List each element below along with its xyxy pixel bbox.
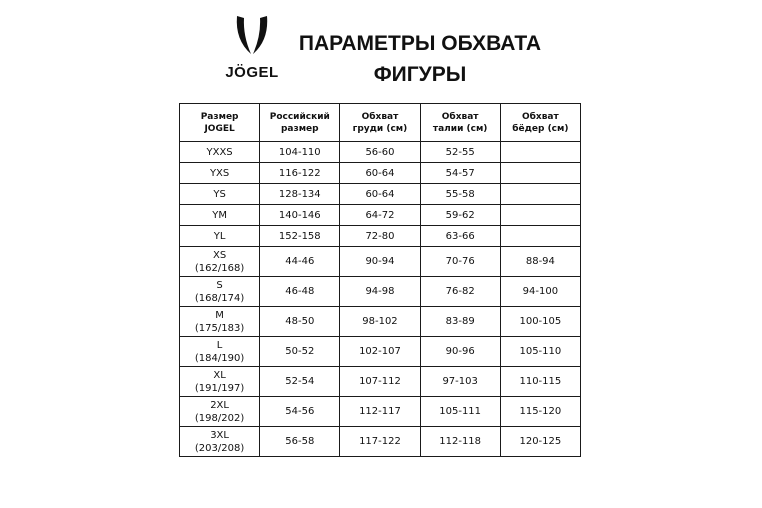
cell-russian-size: 56-58 (260, 427, 340, 457)
cell-waist: 105-111 (420, 397, 500, 427)
cell-hips: 105-110 (500, 337, 580, 367)
cell-hips: 94-100 (500, 277, 580, 307)
cell-chest: 90-94 (340, 247, 420, 277)
table-row (180, 277, 581, 307)
table-row (180, 205, 581, 226)
title-line-2: ФИГУРЫ (373, 63, 467, 86)
cell-hips: 110-115 (500, 367, 580, 397)
header-hips: Обхват бёдер (см) (500, 104, 580, 142)
header-waist: Обхват талии (см) (420, 104, 500, 142)
cell-waist: 70-76 (420, 247, 500, 277)
table-header-row (180, 104, 581, 142)
cell-hips: 88-94 (500, 247, 580, 277)
table-row (180, 247, 581, 277)
cell-russian-size: 152-158 (260, 226, 340, 247)
cell-size: S (168/174) (180, 277, 260, 307)
page-title (270, 28, 570, 90)
cell-waist: 76-82 (420, 277, 500, 307)
cell-russian-size: 48-50 (260, 307, 340, 337)
logo-text: JÖGEL (225, 64, 279, 81)
table-row (180, 427, 581, 457)
title-line-1: ПАРАМЕТРЫ ОБХВАТА (298, 32, 542, 55)
cell-russian-size: 140-146 (260, 205, 340, 226)
cell-hips (500, 184, 580, 205)
cell-russian-size: 128-134 (260, 184, 340, 205)
cell-chest: 98-102 (340, 307, 420, 337)
header-russian-size: Российский размер (260, 104, 340, 142)
table-row (180, 226, 581, 247)
cell-chest: 102-107 (340, 337, 420, 367)
cell-chest: 56-60 (340, 142, 420, 163)
cell-size: YXXS (180, 142, 260, 163)
cell-waist: 97-103 (420, 367, 500, 397)
cell-waist: 83-89 (420, 307, 500, 337)
cell-waist: 59-62 (420, 205, 500, 226)
cell-russian-size: 104-110 (260, 142, 340, 163)
cell-hips (500, 205, 580, 226)
cell-size: L (184/190) (180, 337, 260, 367)
cell-size: 2XL (198/202) (180, 397, 260, 427)
cell-hips: 120-125 (500, 427, 580, 457)
cell-chest: 64-72 (340, 205, 420, 226)
cell-hips: 100-105 (500, 307, 580, 337)
cell-russian-size: 44-46 (260, 247, 340, 277)
cell-russian-size: 46-48 (260, 277, 340, 307)
cell-size: 3XL (203/208) (180, 427, 260, 457)
table-row (180, 337, 581, 367)
cell-russian-size: 52-54 (260, 367, 340, 397)
cell-chest: 112-117 (340, 397, 420, 427)
cell-size: YL (180, 226, 260, 247)
cell-size: XS (162/168) (180, 247, 260, 277)
table-row (180, 184, 581, 205)
size-chart-table (179, 103, 581, 457)
cell-hips (500, 226, 580, 247)
cell-size: YM (180, 205, 260, 226)
cell-waist: 55-58 (420, 184, 500, 205)
table-row (180, 397, 581, 427)
cell-waist: 52-55 (420, 142, 500, 163)
header-chest: Обхват груди (см) (340, 104, 420, 142)
table-row (180, 307, 581, 337)
cell-chest: 117-122 (340, 427, 420, 457)
cell-waist: 63-66 (420, 226, 500, 247)
cell-size: M (175/183) (180, 307, 260, 337)
cell-russian-size: 54-56 (260, 397, 340, 427)
cell-size: YS (180, 184, 260, 205)
cell-waist: 54-57 (420, 163, 500, 184)
cell-russian-size: 50-52 (260, 337, 340, 367)
cell-hips (500, 163, 580, 184)
cell-hips: 115-120 (500, 397, 580, 427)
cell-waist: 90-96 (420, 337, 500, 367)
cell-chest: 94-98 (340, 277, 420, 307)
cell-chest: 60-64 (340, 184, 420, 205)
cell-chest: 60-64 (340, 163, 420, 184)
table-row (180, 367, 581, 397)
header-size-jogel: Размер JOGEL (180, 104, 260, 142)
cell-chest: 72-80 (340, 226, 420, 247)
cell-russian-size: 116-122 (260, 163, 340, 184)
jogel-logo-icon (231, 14, 273, 62)
table-row (180, 142, 581, 163)
table-row (180, 163, 581, 184)
cell-waist: 112-118 (420, 427, 500, 457)
cell-chest: 107-112 (340, 367, 420, 397)
cell-size: YXS (180, 163, 260, 184)
cell-size: XL (191/197) (180, 367, 260, 397)
cell-hips (500, 142, 580, 163)
